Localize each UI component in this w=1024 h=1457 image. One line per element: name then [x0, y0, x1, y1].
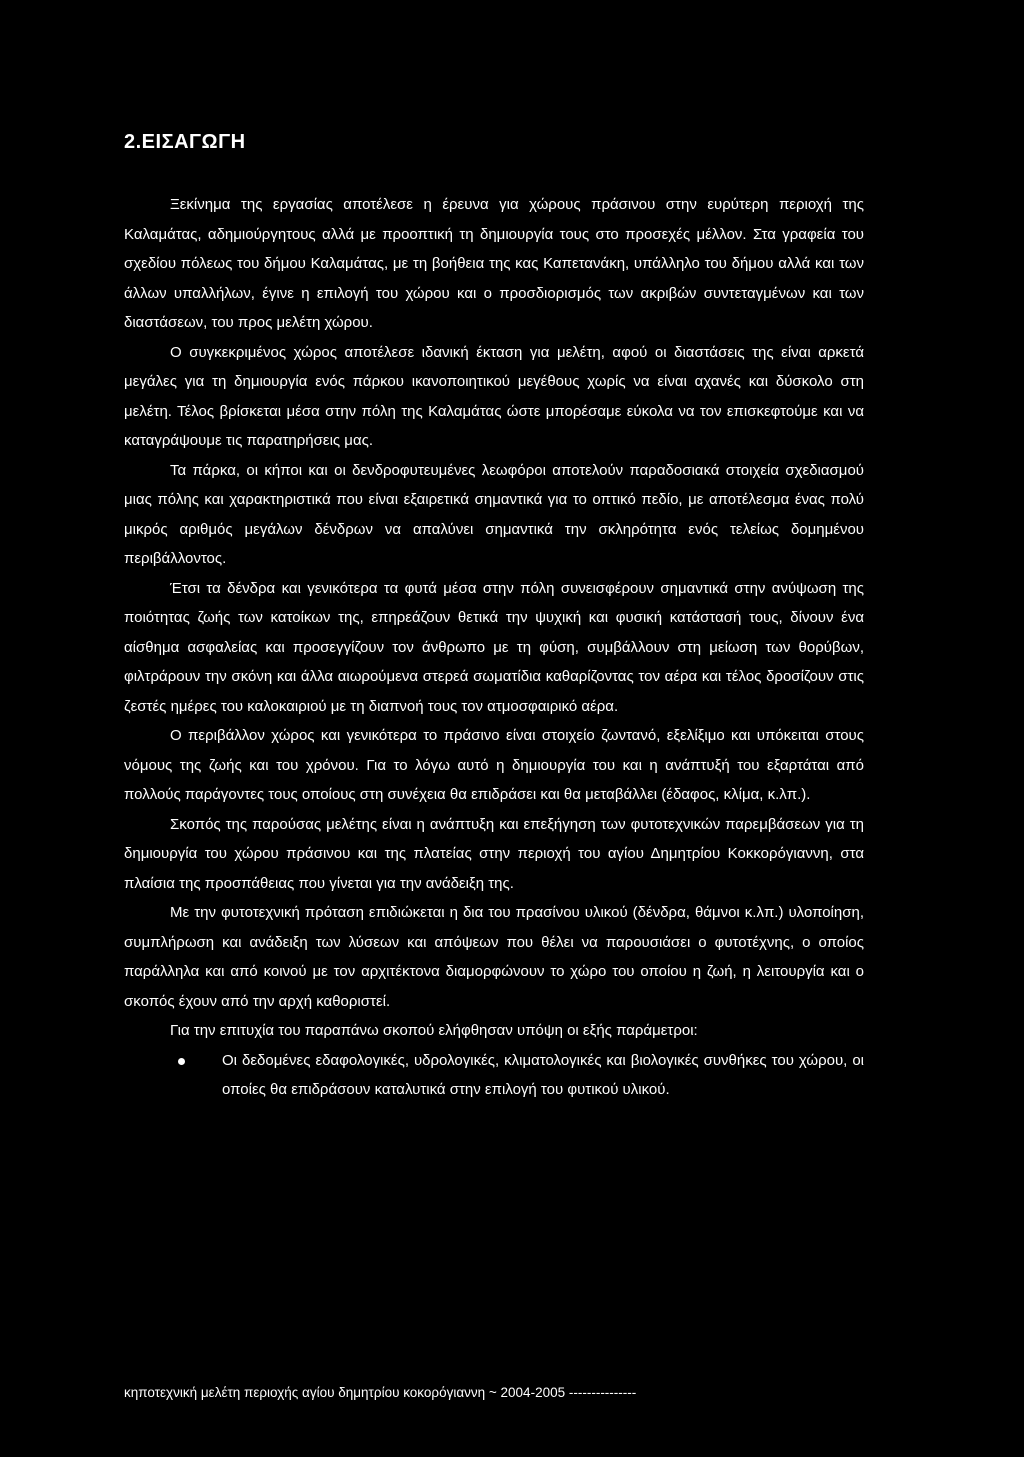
- paragraph: Ο συγκεκριμένος χώρος αποτέλεσε ιδανική έκταση για μελέτη, αφού οι διαστάσεις της είναι αρκετά μεγάλες για τη δημιουργία ενός πάρκου ικανοποιητικού μεγέθους χωρίς να είναι αχανές και δύσκολο στη μελέτη. Τέλος βρίσκεται μέσα στην πόλη της Καλαμάτας ώστε μπορέσαμε εύκολα να τον επισκεφτούμε και να καταγράψουμε τις παρατηρήσεις μας.: [124, 343, 864, 449]
- paragraph: Έτσι τα δένδρα και γενικότερα τα φυτά μέσα στην πόλη συνεισφέρουν σημαντικά στην ανύψωση της ποιότητας ζωής των κατοίκων της, επηρεάζουν θετικά την ψυχική και φυσική κατάστασή τους, δίνουν ένα αίσθημα ασφαλείας και προσεγγίζουν τον άνθρωπο με τη φύση, συμβάλλουν στη μείωση των θορύβων, φιλτράρουν την σκόνη και άλλα αιωρούμενα στερεά σωματίδια καθαρίζοντας τον αέρα και τέλος δροσίζουν στις ζεστές ημέρες του καλοκαιριού με τη διαπνοή τους τον ατμοσφαιρικό αέρα.: [124, 579, 864, 715]
- paragraph: Με την φυτοτεχνική πρόταση επιδιώκεται η δια του πρασίνου υλικού (δένδρα, θάμνοι κ.λπ.) υλοποίηση, συμπλήρωση και ανάδειξη των λύσεων και απόψεων που θέλει να παρουσιάσει ο φυτοτέχνης, ο οποίος παράλληλα και από κοινού με τον αρχιτέκτονα διαμορφώνουν το χώρο του οποίου η ζωή, η λειτουργία και ο σκοπός έχουν από την αρχή καθοριστεί.: [124, 904, 864, 1010]
- page-footer: κηποτεχνική μελέτη περιοχής αγίου δημητρίου κοκορόγιαννη ~ 2004-2005 ---------------: [124, 1385, 637, 1400]
- paragraph: Ξεκίνημα της εργασίας αποτέλεσε η έρευνα για χώρους πράσινου στην ευρύτερη περιοχή της Καλαμάτας, αδημιούργητους αλλά με προοπτική τη δημιουργία τους στο προσεχές μέλλον. Στα γραφεία του σχεδίου πόλεως του δήμου Καλαμάτας, με τη βοήθεια της κας Καπετανάκη, υπάλληλο του δήμου αλλά και των άλλων υπαλλήλων, έγινε η επιλογή του χώρου και ο προσδιορισμός των ακριβών συντεταγμένων και των διαστάσεων, του προς μελέτη χώρου.: [124, 196, 864, 331]
- bullet-icon: [178, 1058, 185, 1065]
- parameter-list: [124, 1046, 864, 1105]
- paragraph: Σκοπός της παρούσας μελέτης είναι η ανάπτυξη και επεξήγηση των φυτοτεχνικών παρεμβάσεων για τη δημιουργία του χώρου πράσινου και της πλατείας στην περιοχή του αγίου Δημητρίου Κοκκορόγιαννη, στα πλαίσια της προσπάθειας που γίνεται για την ανάδειξη της.: [124, 815, 864, 892]
- paragraph: Τα πάρκα, οι κήποι και οι δενδροφυτευμένες λεωφόροι αποτελούν παραδοσιακά στοιχεία σχεδιασμού μιας πόλης και χαρακτηριστικά που είναι εξαιρετικά σημαντικά για το οπτικό πεδίο, με αποτέλεσμα ένας πολύ μικρός αριθμός μεγάλων δένδρων να απαλύνει σημαντικά την σκληρότητα ενός τελείως δομημένου περιβάλλοντος.: [124, 461, 864, 567]
- body-text: [124, 190, 864, 1105]
- list-item: [124, 1046, 864, 1105]
- section-heading: 2.ΕΙΣΑΓΩΓΗ: [124, 131, 246, 153]
- paragraph: Για την επιτυχία του παραπάνω σκοπού ελήφθησαν υπόψη οι εξής παράμετροι:: [170, 1022, 698, 1039]
- paragraph: Ο περιβάλλον χώρος και γενικότερα το πράσινο είναι στοιχείο ζωντανό, εξελίξιμο και υπόκειται στους νόμους της ζωής και του χρόνου. Για το λόγω αυτό η δημιουργία του και η ανάπτυξή του εξαρτάται από πολλούς παράγοντες τους οποίους στη συνέχεια θα επιδράσει και θα μεταβάλλει (έδαφος, κλίμα, κ.λπ.).: [124, 727, 864, 803]
- list-item-text: Οι δεδομένες εδαφολογικές, υδρολογικές, κλιματολογικές και βιολογικές συνθήκες του χώρου, οι οποίες θα επιδράσουν καταλυτικά στην επιλογή του φυτικού υλικού.: [222, 1051, 864, 1098]
